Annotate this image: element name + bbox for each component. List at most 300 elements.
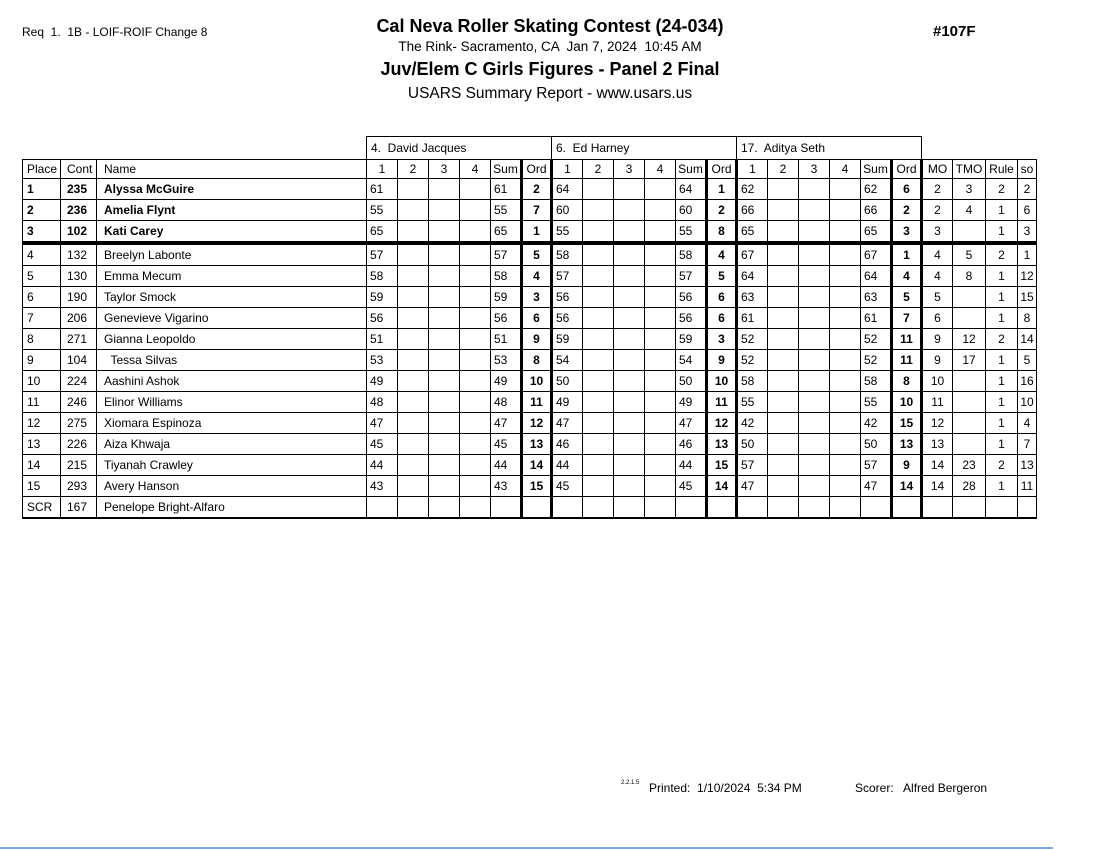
score-cell bbox=[614, 243, 645, 266]
score-cell: 64 bbox=[552, 179, 583, 200]
col-header-so: so bbox=[1018, 160, 1037, 179]
col-header-cont: Cont bbox=[61, 160, 97, 179]
score-cell: 65 bbox=[737, 221, 768, 244]
skater-name-cell: Genevieve Vigarino bbox=[97, 308, 367, 329]
skater-row bbox=[23, 329, 1037, 350]
score-cell bbox=[830, 179, 861, 200]
score-cell bbox=[645, 266, 676, 287]
rule-cell: 1 bbox=[986, 287, 1018, 308]
score-cell: 47 bbox=[367, 413, 398, 434]
score-cell bbox=[645, 413, 676, 434]
place-cell: 4 bbox=[23, 243, 61, 266]
contestant-number-cell: 224 bbox=[61, 371, 97, 392]
sum-cell: 67 bbox=[861, 243, 892, 266]
score-cell bbox=[799, 497, 830, 519]
skater-row bbox=[23, 497, 1037, 519]
ordinal-cell: 5 bbox=[522, 243, 552, 266]
col-header-sum: Sum bbox=[861, 160, 892, 179]
skater-row bbox=[23, 221, 1037, 244]
spacer-cell bbox=[23, 137, 367, 160]
mo-cell: 9 bbox=[922, 350, 953, 371]
event-title: Juv/Elem C Girls Figures - Panel 2 Final bbox=[380, 59, 720, 79]
sum-cell: 62 bbox=[861, 179, 892, 200]
skater-name-cell: Tessa Silvas bbox=[97, 350, 367, 371]
score-cell: 45 bbox=[367, 434, 398, 455]
score-cell: 45 bbox=[552, 476, 583, 497]
score-cell: 47 bbox=[552, 413, 583, 434]
ordinal-cell: 13 bbox=[892, 434, 922, 455]
skater-name-cell: Alyssa McGuire bbox=[97, 179, 367, 200]
rule-cell: 1 bbox=[986, 308, 1018, 329]
score-cell bbox=[737, 497, 768, 519]
score-cell bbox=[768, 329, 799, 350]
ordinal-cell: 4 bbox=[707, 243, 737, 266]
mo-cell: 11 bbox=[922, 392, 953, 413]
col-header-ord: Ord bbox=[522, 160, 552, 179]
score-cell bbox=[583, 329, 614, 350]
score-cell: 61 bbox=[737, 308, 768, 329]
place-cell: SCR bbox=[23, 497, 61, 519]
score-cell bbox=[614, 392, 645, 413]
sum-cell: 59 bbox=[491, 287, 522, 308]
score-cell bbox=[583, 413, 614, 434]
skater-row bbox=[23, 287, 1037, 308]
score-cell bbox=[645, 476, 676, 497]
skater-row bbox=[23, 392, 1037, 413]
score-cell bbox=[614, 200, 645, 221]
ordinal-cell: 10 bbox=[892, 392, 922, 413]
score-cell bbox=[614, 413, 645, 434]
score-cell bbox=[429, 308, 460, 329]
judge-name-header: 6. Ed Harney bbox=[552, 137, 737, 160]
tmo-cell bbox=[953, 392, 986, 413]
tmo-cell bbox=[953, 308, 986, 329]
col-header-4: 4 bbox=[830, 160, 861, 179]
score-cell bbox=[429, 413, 460, 434]
score-cell bbox=[645, 371, 676, 392]
tmo-cell: 23 bbox=[953, 455, 986, 476]
col-header-name: Name bbox=[97, 160, 367, 179]
score-cell bbox=[398, 179, 429, 200]
skater-row bbox=[23, 476, 1037, 497]
score-cell bbox=[429, 329, 460, 350]
sum-cell: 50 bbox=[676, 371, 707, 392]
score-cell: 53 bbox=[367, 350, 398, 371]
score-cell bbox=[830, 243, 861, 266]
score-cell: 43 bbox=[367, 476, 398, 497]
ordinal-cell: 9 bbox=[707, 350, 737, 371]
sum-cell: 65 bbox=[491, 221, 522, 244]
ordinal-cell: 14 bbox=[522, 455, 552, 476]
score-cell bbox=[460, 329, 491, 350]
ordinal-cell: 6 bbox=[707, 308, 737, 329]
sum-cell: 47 bbox=[861, 476, 892, 497]
score-cell bbox=[460, 455, 491, 476]
score-cell bbox=[398, 350, 429, 371]
rule-cell: 1 bbox=[986, 392, 1018, 413]
score-cell bbox=[429, 476, 460, 497]
score-cell bbox=[367, 497, 398, 519]
score-cell bbox=[830, 287, 861, 308]
sum-cell: 46 bbox=[676, 434, 707, 455]
contestant-number-cell: 130 bbox=[61, 266, 97, 287]
skater-name-cell: Aashini Ashok bbox=[97, 371, 367, 392]
score-cell bbox=[830, 371, 861, 392]
score-cell bbox=[799, 371, 830, 392]
score-cell bbox=[583, 221, 614, 244]
contestant-number-cell: 206 bbox=[61, 308, 97, 329]
score-cell bbox=[645, 179, 676, 200]
score-cell bbox=[583, 350, 614, 371]
contestant-number-cell: 236 bbox=[61, 200, 97, 221]
software-version: 2.2.1.5 bbox=[621, 780, 640, 786]
mo-cell: 10 bbox=[922, 371, 953, 392]
ordinal-cell: 3 bbox=[707, 329, 737, 350]
results-table bbox=[22, 136, 1037, 519]
col-header-2: 2 bbox=[768, 160, 799, 179]
score-cell: 56 bbox=[367, 308, 398, 329]
score-cell bbox=[398, 371, 429, 392]
score-cell: 44 bbox=[552, 455, 583, 476]
col-header-2: 2 bbox=[583, 160, 614, 179]
score-cell bbox=[645, 308, 676, 329]
rule-cell: 2 bbox=[986, 329, 1018, 350]
score-cell bbox=[830, 221, 861, 244]
ordinal-cell bbox=[707, 497, 737, 519]
score-cell bbox=[768, 434, 799, 455]
score-cell bbox=[799, 200, 830, 221]
ordinal-cell: 1 bbox=[707, 179, 737, 200]
score-cell: 56 bbox=[552, 287, 583, 308]
place-cell: 12 bbox=[23, 413, 61, 434]
score-cell bbox=[645, 392, 676, 413]
score-cell bbox=[768, 455, 799, 476]
score-cell bbox=[460, 287, 491, 308]
sum-cell: 45 bbox=[676, 476, 707, 497]
ordinal-cell: 12 bbox=[522, 413, 552, 434]
score-cell: 65 bbox=[367, 221, 398, 244]
col-header-sum: Sum bbox=[676, 160, 707, 179]
col-header-4: 4 bbox=[460, 160, 491, 179]
mo-cell: 2 bbox=[922, 200, 953, 221]
skater-name-cell: Taylor Smock bbox=[97, 287, 367, 308]
score-cell: 46 bbox=[552, 434, 583, 455]
so-cell: 5 bbox=[1018, 350, 1037, 371]
skater-row bbox=[23, 200, 1037, 221]
score-cell bbox=[768, 392, 799, 413]
skater-row bbox=[23, 350, 1037, 371]
skater-name-cell: Kati Carey bbox=[97, 221, 367, 244]
col-header-3: 3 bbox=[799, 160, 830, 179]
score-cell bbox=[583, 434, 614, 455]
score-cell bbox=[460, 200, 491, 221]
score-cell: 59 bbox=[367, 287, 398, 308]
rule-cell: 1 bbox=[986, 434, 1018, 455]
score-cell: 55 bbox=[737, 392, 768, 413]
score-cell: 63 bbox=[737, 287, 768, 308]
score-cell bbox=[645, 243, 676, 266]
score-cell: 58 bbox=[737, 371, 768, 392]
skater-name-cell: Gianna Leopoldo bbox=[97, 329, 367, 350]
score-cell: 59 bbox=[552, 329, 583, 350]
score-cell: 42 bbox=[737, 413, 768, 434]
so-cell: 4 bbox=[1018, 413, 1037, 434]
so-cell bbox=[1018, 497, 1037, 519]
ordinal-cell: 15 bbox=[892, 413, 922, 434]
col-header-place: Place bbox=[23, 160, 61, 179]
score-cell bbox=[830, 434, 861, 455]
so-cell: 13 bbox=[1018, 455, 1037, 476]
skater-row bbox=[23, 266, 1037, 287]
score-cell bbox=[460, 266, 491, 287]
sum-cell: 49 bbox=[676, 392, 707, 413]
score-cell bbox=[429, 455, 460, 476]
score-cell: 58 bbox=[552, 243, 583, 266]
ordinal-cell bbox=[892, 497, 922, 519]
score-cell bbox=[768, 371, 799, 392]
sum-cell: 43 bbox=[491, 476, 522, 497]
rule-cell: 1 bbox=[986, 266, 1018, 287]
skater-name-cell: Emma Mecum bbox=[97, 266, 367, 287]
score-cell bbox=[460, 413, 491, 434]
mo-cell: 2 bbox=[922, 179, 953, 200]
score-cell bbox=[583, 392, 614, 413]
judge-name-header: 17. Aditya Seth bbox=[737, 137, 922, 160]
spacer-cell bbox=[922, 137, 1037, 160]
score-cell bbox=[830, 350, 861, 371]
score-cell bbox=[398, 200, 429, 221]
score-cell: 64 bbox=[737, 266, 768, 287]
requirement-line: Req 1. 1B - LOIF-ROIF Change 8 bbox=[22, 25, 208, 39]
ordinal-cell: 9 bbox=[522, 329, 552, 350]
place-cell: 6 bbox=[23, 287, 61, 308]
so-cell: 1 bbox=[1018, 243, 1037, 266]
mo-cell: 9 bbox=[922, 329, 953, 350]
score-cell: 57 bbox=[552, 266, 583, 287]
skater-name-cell: Elinor Williams bbox=[97, 392, 367, 413]
place-cell: 8 bbox=[23, 329, 61, 350]
skater-row bbox=[23, 308, 1037, 329]
score-cell: 49 bbox=[367, 371, 398, 392]
score-cell bbox=[799, 476, 830, 497]
score-cell bbox=[614, 434, 645, 455]
score-cell bbox=[398, 329, 429, 350]
sum-cell: 53 bbox=[491, 350, 522, 371]
ordinal-cell: 15 bbox=[522, 476, 552, 497]
sum-cell: 45 bbox=[491, 434, 522, 455]
score-cell bbox=[398, 434, 429, 455]
score-cell bbox=[429, 350, 460, 371]
col-header-1: 1 bbox=[367, 160, 398, 179]
score-cell bbox=[830, 476, 861, 497]
so-cell: 8 bbox=[1018, 308, 1037, 329]
score-cell bbox=[768, 200, 799, 221]
score-cell bbox=[830, 266, 861, 287]
score-cell: 66 bbox=[737, 200, 768, 221]
score-cell bbox=[460, 371, 491, 392]
score-cell bbox=[799, 455, 830, 476]
score-cell bbox=[799, 434, 830, 455]
place-cell: 1 bbox=[23, 179, 61, 200]
contestant-number-cell: 102 bbox=[61, 221, 97, 244]
sum-cell: 56 bbox=[491, 308, 522, 329]
judge-name-header: 4. David Jacques bbox=[367, 137, 552, 160]
score-cell bbox=[429, 371, 460, 392]
sum-cell bbox=[676, 497, 707, 519]
score-cell bbox=[429, 287, 460, 308]
col-header-1: 1 bbox=[552, 160, 583, 179]
score-cell: 54 bbox=[552, 350, 583, 371]
score-cell bbox=[768, 266, 799, 287]
ordinal-cell: 5 bbox=[892, 287, 922, 308]
score-cell bbox=[398, 413, 429, 434]
so-cell: 2 bbox=[1018, 179, 1037, 200]
skater-row bbox=[23, 413, 1037, 434]
contestant-number-cell: 275 bbox=[61, 413, 97, 434]
ordinal-cell: 1 bbox=[892, 243, 922, 266]
score-cell bbox=[614, 455, 645, 476]
sum-cell: 57 bbox=[491, 243, 522, 266]
score-cell bbox=[645, 350, 676, 371]
ordinal-cell: 2 bbox=[707, 200, 737, 221]
sum-cell: 61 bbox=[491, 179, 522, 200]
ordinal-cell: 1 bbox=[522, 221, 552, 244]
score-cell bbox=[645, 434, 676, 455]
skater-name-cell: Penelope Bright-Alfaro bbox=[97, 497, 367, 519]
sum-cell: 44 bbox=[491, 455, 522, 476]
skater-row bbox=[23, 371, 1037, 392]
ordinal-cell: 13 bbox=[522, 434, 552, 455]
skater-name-cell: Xiomara Espinoza bbox=[97, 413, 367, 434]
sum-cell: 52 bbox=[861, 350, 892, 371]
contestant-number-cell: 226 bbox=[61, 434, 97, 455]
sum-cell: 49 bbox=[491, 371, 522, 392]
score-cell bbox=[799, 179, 830, 200]
place-cell: 9 bbox=[23, 350, 61, 371]
col-header-rule: Rule bbox=[986, 160, 1018, 179]
sum-cell: 64 bbox=[676, 179, 707, 200]
score-cell: 50 bbox=[552, 371, 583, 392]
mo-cell: 14 bbox=[922, 455, 953, 476]
so-cell: 7 bbox=[1018, 434, 1037, 455]
rule-cell: 1 bbox=[986, 413, 1018, 434]
contestant-number-cell: 271 bbox=[61, 329, 97, 350]
col-header-tmo: TMO bbox=[953, 160, 986, 179]
sum-cell: 57 bbox=[676, 266, 707, 287]
col-header-4: 4 bbox=[645, 160, 676, 179]
ordinal-cell: 4 bbox=[522, 266, 552, 287]
venue-date-line: The Rink- Sacramento, CA Jan 7, 2024 10:45 AM bbox=[398, 39, 702, 54]
sum-cell: 59 bbox=[676, 329, 707, 350]
skater-name-cell: Breelyn Labonte bbox=[97, 243, 367, 266]
score-cell bbox=[614, 350, 645, 371]
score-cell bbox=[799, 350, 830, 371]
col-header-2: 2 bbox=[398, 160, 429, 179]
sum-cell: 47 bbox=[676, 413, 707, 434]
score-cell bbox=[768, 350, 799, 371]
score-cell bbox=[645, 497, 676, 519]
mo-cell: 14 bbox=[922, 476, 953, 497]
tmo-cell: 8 bbox=[953, 266, 986, 287]
score-cell bbox=[830, 329, 861, 350]
score-cell bbox=[583, 455, 614, 476]
score-cell bbox=[614, 329, 645, 350]
score-cell: 56 bbox=[552, 308, 583, 329]
sum-cell: 50 bbox=[861, 434, 892, 455]
ordinal-cell: 10 bbox=[522, 371, 552, 392]
sum-cell: 48 bbox=[491, 392, 522, 413]
col-header-ord: Ord bbox=[707, 160, 737, 179]
event-number: #107F bbox=[933, 23, 976, 40]
so-cell: 11 bbox=[1018, 476, 1037, 497]
col-header-3: 3 bbox=[429, 160, 460, 179]
place-cell: 7 bbox=[23, 308, 61, 329]
tmo-cell bbox=[953, 287, 986, 308]
score-cell: 58 bbox=[367, 266, 398, 287]
ordinal-cell: 13 bbox=[707, 434, 737, 455]
rule-cell: 2 bbox=[986, 179, 1018, 200]
skater-row bbox=[23, 243, 1037, 266]
score-cell bbox=[460, 392, 491, 413]
score-cell bbox=[768, 179, 799, 200]
score-cell bbox=[830, 497, 861, 519]
rule-cell: 2 bbox=[986, 243, 1018, 266]
score-cell bbox=[614, 287, 645, 308]
tmo-cell: 4 bbox=[953, 200, 986, 221]
sum-cell: 47 bbox=[491, 413, 522, 434]
ordinal-cell: 4 bbox=[892, 266, 922, 287]
score-cell bbox=[398, 308, 429, 329]
score-cell bbox=[583, 371, 614, 392]
skater-row bbox=[23, 455, 1037, 476]
rule-cell: 1 bbox=[986, 221, 1018, 244]
score-cell bbox=[552, 497, 583, 519]
skater-name-cell: Amelia Flynt bbox=[97, 200, 367, 221]
place-cell: 5 bbox=[23, 266, 61, 287]
score-cell bbox=[398, 392, 429, 413]
score-cell bbox=[768, 287, 799, 308]
score-cell bbox=[799, 413, 830, 434]
so-cell: 15 bbox=[1018, 287, 1037, 308]
tmo-cell: 12 bbox=[953, 329, 986, 350]
so-cell: 3 bbox=[1018, 221, 1037, 244]
mo-cell: 4 bbox=[922, 243, 953, 266]
sum-cell bbox=[491, 497, 522, 519]
so-cell: 6 bbox=[1018, 200, 1037, 221]
score-cell bbox=[460, 497, 491, 519]
score-cell bbox=[799, 308, 830, 329]
score-cell bbox=[645, 221, 676, 244]
score-cell bbox=[429, 200, 460, 221]
score-cell bbox=[768, 476, 799, 497]
score-cell: 49 bbox=[552, 392, 583, 413]
contestant-number-cell: 132 bbox=[61, 243, 97, 266]
tmo-cell: 5 bbox=[953, 243, 986, 266]
contestant-number-cell: 246 bbox=[61, 392, 97, 413]
score-cell bbox=[614, 476, 645, 497]
so-cell: 12 bbox=[1018, 266, 1037, 287]
place-cell: 14 bbox=[23, 455, 61, 476]
mo-cell: 12 bbox=[922, 413, 953, 434]
sum-cell bbox=[861, 497, 892, 519]
sum-cell: 55 bbox=[676, 221, 707, 244]
score-cell bbox=[460, 476, 491, 497]
score-cell bbox=[583, 476, 614, 497]
score-cell bbox=[799, 243, 830, 266]
score-cell bbox=[799, 329, 830, 350]
score-cell bbox=[614, 308, 645, 329]
mo-cell: 13 bbox=[922, 434, 953, 455]
